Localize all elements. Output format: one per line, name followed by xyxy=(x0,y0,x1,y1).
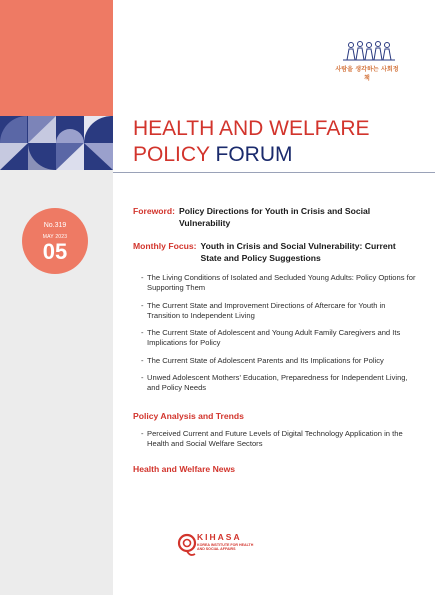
title-line-1: HEALTH AND WELFARE xyxy=(133,117,370,140)
slogan-text: 사람을 생각하는 사회정책 xyxy=(335,66,399,82)
monthly-focus-label: Monthly Focus: xyxy=(133,241,197,251)
monthly-focus-list xyxy=(133,273,418,394)
policy-analysis-list xyxy=(133,429,418,450)
list-item: - The Current State and Improvement Directions of Aftercare for Youth in Transition to Independent Living xyxy=(141,300,386,320)
list-item: - The Living Conditions of Isolated and Secluded Young Adults: Policy Options for Supporting Them xyxy=(141,273,416,293)
news-heading: Health and Welfare News xyxy=(133,464,236,475)
table-of-contents xyxy=(133,206,418,474)
cover-color-block xyxy=(0,0,113,116)
issue-volume-number: 05 xyxy=(42,239,68,264)
publisher-subtitle: KOREA INSTITUTE FOR HEALTH AND SOCIAL AFFAIRS xyxy=(197,543,254,552)
policy-analysis-heading: Policy Analysis and Trends xyxy=(133,410,244,421)
list-item: - The Current State of Adolescent Parents and Its Implications for Policy xyxy=(141,355,384,365)
title-policy: POLICY xyxy=(133,143,210,166)
page-title xyxy=(133,116,370,168)
list-item: - Perceived Current and Future Levels of Digital Technology Application in the Health and Social Welfare Sectors xyxy=(141,428,403,448)
publisher-name: KIHASA xyxy=(197,532,242,542)
list-item: - Unwed Adolescent Mothers' Education, Preparedness for Independent Living, and Policy Needs xyxy=(141,373,408,393)
header-divider xyxy=(113,172,435,173)
monthly-focus-section xyxy=(133,241,418,264)
issue-month: MAY 2023 xyxy=(42,234,68,240)
issue-badge xyxy=(22,208,88,274)
foreword-label: Foreword: xyxy=(133,206,176,216)
list-item: - The Current State of Adolescent and Young Adult Family Caregivers and Its Implications for Policy xyxy=(141,328,401,348)
issue-number: No.319 xyxy=(43,222,67,229)
foreword-section xyxy=(133,206,418,229)
title-forum: FORUM xyxy=(215,143,293,166)
monthly-focus-title: Youth in Crisis and Social Vulnerability: Current State and Policy Suggestions xyxy=(200,241,396,263)
foreword-title: Policy Directions for Youth in Crisis and Social Vulnerability xyxy=(179,206,371,228)
geometric-pattern xyxy=(0,116,113,170)
